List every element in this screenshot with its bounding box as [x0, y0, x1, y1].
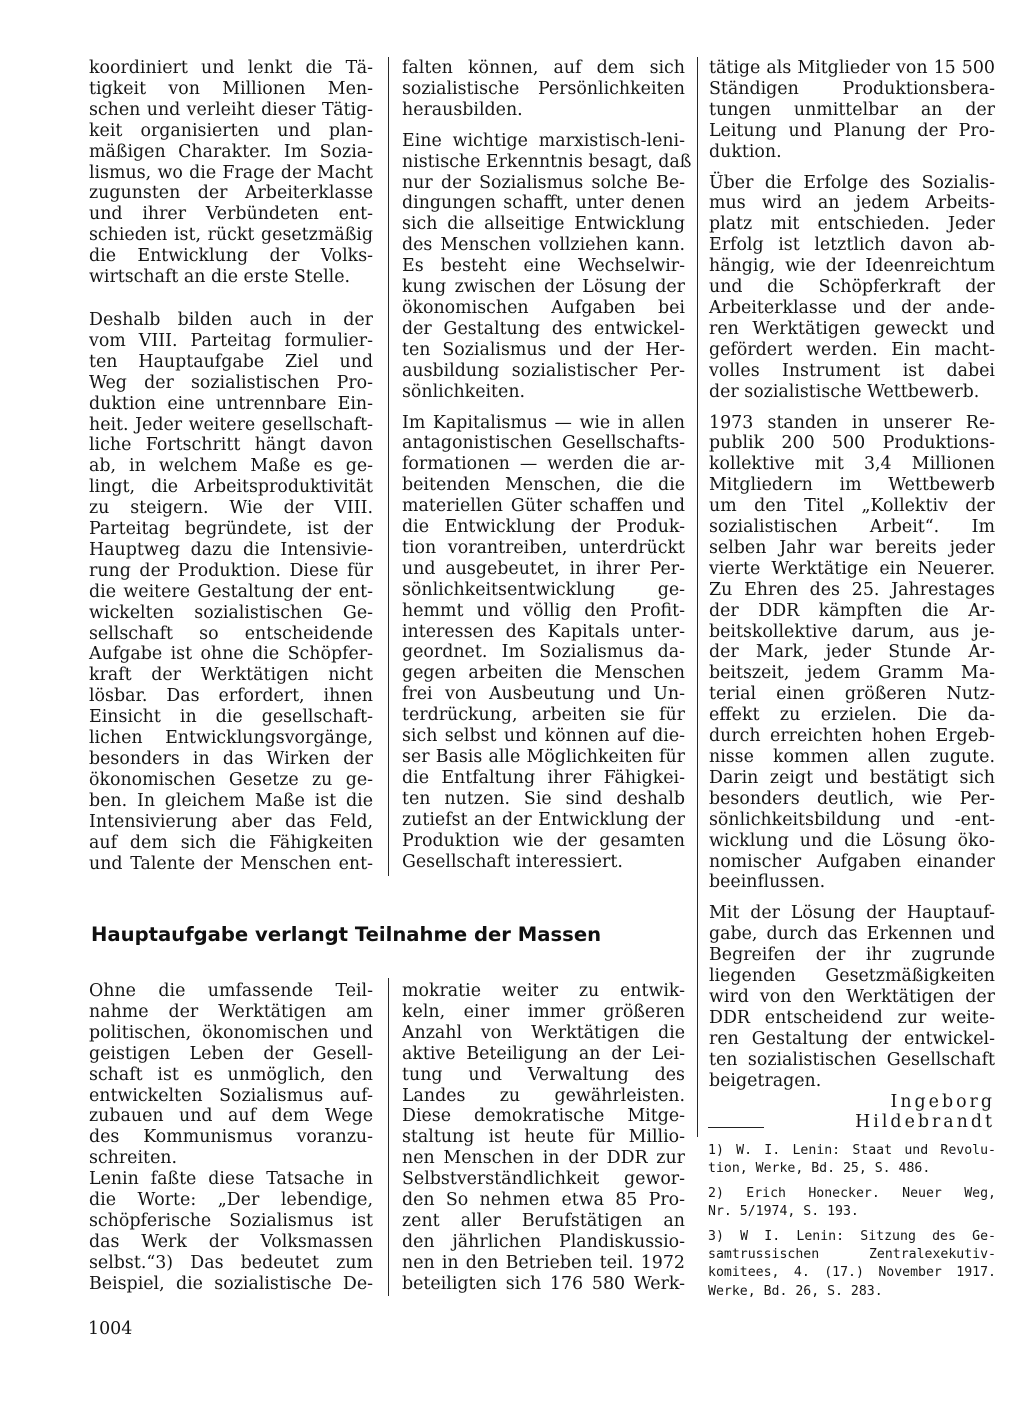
column-divider: [697, 57, 698, 1137]
text-line: ren Gestaltung der entwickel-: [709, 1028, 995, 1049]
text-line: zent aller Berufstätigen an: [402, 1210, 685, 1231]
text-line: sönlichkeitsentwicklung ge-: [402, 579, 685, 600]
text-line: heit. Jeder weitere gesellschaft-: [89, 414, 373, 435]
text-line: zutiefst an der Entwicklung der: [402, 809, 685, 830]
text-line: ser Basis alle Möglichkeiten für: [402, 747, 685, 767]
text-line: platz mit entschieden. Jeder: [709, 214, 995, 235]
text-line: den jährlichen Plandiskussio-: [402, 1231, 685, 1252]
text-line: interessen des Kapitals unter-: [402, 621, 685, 642]
text-line: beitskollektive darum, aus je-: [709, 621, 995, 642]
text-line: den So nehmen etwa 85 Pro-: [402, 1190, 685, 1211]
text-line: DDR entscheidend zur weite-: [709, 1007, 995, 1028]
text-line: die Entwicklung der Volks-: [89, 246, 373, 267]
text-line: Es besteht eine Wechselwir-: [402, 256, 685, 277]
text-line: beigetragen.: [709, 1070, 822, 1091]
text-line: wickelten sozialistischen Ge-: [89, 602, 373, 623]
text-line: vom VIII. Parteitag formulier-: [89, 330, 373, 351]
text-line: aktive Beteiligung an der Lei-: [402, 1043, 685, 1064]
text-line: nistische Erkenntnis besagt, daß: [402, 151, 692, 172]
text-line: materiellen Güter schaffen und: [402, 496, 685, 517]
text-line: Produktion wie der gesamten: [402, 830, 685, 851]
text-line: kraft der Werktätigen nicht: [89, 665, 373, 686]
text-line: gefördert werden. Ein macht-: [709, 339, 995, 360]
text-line: entwickelten Sozialismus auf-: [89, 1085, 373, 1106]
text-line: der sozialistische Wettbewerb.: [709, 381, 980, 402]
text-line: frei von Ausbeutung und Un-: [402, 684, 685, 705]
text-line: Aufgabe ist ohne die Schöpfer-: [89, 644, 373, 665]
text-line: auf dem sich die Fähigkeiten: [89, 832, 373, 853]
text-line: zugunsten der Arbeiterklasse: [89, 183, 373, 204]
text-line: beeinflussen.: [709, 872, 826, 893]
author-last-name: Hildebrandt: [855, 1112, 995, 1133]
text-line: ten Hauptaufgabe Ziel und: [89, 351, 373, 372]
text-line: zu steigern. Wie der VIII.: [89, 498, 373, 519]
text-line: tion vorantreiben, unterdrückt: [402, 537, 685, 558]
text-line: Parteitag begründete, ist der: [89, 519, 373, 540]
text-line: besonders deutlich, wie Per-: [709, 788, 995, 809]
text-line: sozialistische Persönlichkeiten: [402, 78, 685, 99]
text-line: Weg der sozialistischen Pro-: [89, 372, 373, 393]
text-line: publik 200 500 Produktions-: [709, 433, 995, 454]
text-line: mus wird an jedem Arbeits-: [709, 193, 995, 214]
footnote-line: Werke, Bd. 26, S. 283.: [708, 1283, 883, 1299]
text-line: 1973 standen in unserer Re-: [709, 412, 995, 433]
text-line: Leitung und Planung der Pro-: [709, 120, 995, 141]
text-line: hängig, wie der Ideenreichtum: [709, 256, 995, 277]
text-line: duktion eine untrennbare Ein-: [89, 393, 373, 414]
text-line: politischen, ökonomischen und: [89, 1022, 373, 1043]
text-line: Mit der Lösung der Hauptauf-: [709, 903, 995, 924]
text-line: wirtschaft an die erste Stelle.: [89, 267, 351, 288]
text-line: der DDR kämpften die Ar-: [709, 600, 995, 621]
text-line: Landes zu gewährleisten.: [402, 1085, 685, 1106]
text-line: die Entwicklung der Produk-: [402, 517, 685, 538]
text-line: beteiligten sich 176 580 Werk-: [402, 1273, 685, 1294]
text-line: staltung ist heute für Millio-: [402, 1127, 685, 1148]
text-line: Beispiel, die sozialistische De-: [89, 1273, 373, 1294]
text-line: sönlichkeitsbildung und -ent-: [709, 809, 995, 830]
text-line: ten Sozialismus und der Her-: [402, 339, 685, 360]
text-line: selbst.“3) Das bedeutet zum: [89, 1252, 373, 1273]
text-line: lichen Entwicklungsvorgänge,: [89, 728, 373, 749]
text-line: tigkeit von Millionen Men-: [89, 78, 373, 99]
text-line: des Kommunismus voranzu-: [89, 1127, 373, 1148]
text-line: Selbstverständlichkeit gewor-: [402, 1169, 685, 1190]
text-line: besonders in das Wirken der: [89, 749, 373, 769]
text-line: Arbeiterklasse und der ande-: [709, 297, 995, 318]
footnote-line: komitees, 4. (17.) November 1917.: [708, 1265, 996, 1281]
text-line: Lenin faßte diese Tatsache in: [89, 1169, 373, 1190]
text-line: keln, einer immer größeren: [402, 1001, 685, 1022]
text-line: der Mark, jeder Stunde Ar-: [709, 642, 995, 663]
text-line: gabe, durch das Erkennen und: [709, 924, 995, 945]
text-line: die Worte: „Der lebendige,: [89, 1190, 373, 1211]
text-line: schieden ist, rückt gesetzmäßig: [89, 225, 373, 246]
text-line: Diese demokratische Mitge-: [402, 1106, 685, 1127]
text-line: Intensivierung aber das Feld,: [89, 811, 373, 832]
text-line: Hauptweg dazu die Intensivie-: [89, 539, 373, 560]
text-line: Deshalb bilden auch in der: [89, 309, 373, 330]
author-first-name: Ingeborg: [890, 1091, 995, 1112]
text-line: ausbildung sozialistischer Per-: [402, 360, 685, 381]
text-line: sozialistischen Arbeit“. Im: [709, 517, 995, 538]
text-column-2: [402, 58, 692, 872]
text-line: herausbilden.: [402, 99, 523, 120]
text-line: Darin zeigt und bestätigt sich: [709, 767, 995, 788]
text-line: geistigen Leben der Gesell-: [89, 1043, 373, 1064]
footnote-line: tion, Werke, Bd. 25, S. 486.: [708, 1161, 931, 1177]
text-line: Ständigen Produktionsbera-: [709, 78, 995, 99]
text-column-4: [89, 981, 373, 1295]
text-line: volles Instrument ist dabei: [709, 360, 995, 381]
text-line: nen in den Betrieben teil. 1972: [402, 1252, 685, 1273]
text-line: wird von den Werktätigen der: [709, 986, 995, 1007]
text-line: ten sozialistischen Gesellschaft: [709, 1049, 995, 1070]
text-line: ben. In gleichem Maße ist die: [89, 790, 373, 811]
text-line: keit organisierten und plan-: [89, 120, 373, 141]
text-line: Eine wichtige marxistisch-leni-: [402, 130, 685, 151]
footnote-line: 3) W I. Lenin: Sitzung des Ge-: [708, 1228, 996, 1244]
column-divider: [388, 57, 389, 876]
text-line: die Entfaltung ihrer Fähigkei-: [402, 767, 685, 788]
text-line: Ohne die umfassende Teil-: [89, 981, 373, 1001]
text-line: das Werk der Volksmassen: [89, 1231, 373, 1252]
text-line: tungen unmittelbar an der: [709, 99, 995, 120]
section-heading: Hauptaufgabe verlangt Teilnahme der Massen: [91, 923, 602, 946]
text-line: Gesellschaft interessiert.: [402, 851, 623, 872]
text-line: nen Menschen in der DDR zur: [402, 1148, 685, 1169]
text-line: Erfolg ist letztlich davon ab-: [709, 235, 995, 256]
text-line: kung zwischen der Lösung der: [402, 277, 685, 298]
text-line: tung und Verwaltung des: [402, 1064, 685, 1085]
text-line: kollektive mit 3,4 Millionen: [709, 454, 995, 475]
text-line: beitszeit, jedem Gramm Ma-: [709, 663, 995, 684]
text-line: hemmt und völlig den Profit-: [402, 600, 685, 621]
text-line: ren Werktätigen geweckt und: [709, 318, 995, 339]
text-line: terdrückung, arbeiten sie für: [402, 705, 685, 726]
text-line: sich die allseitige Entwicklung: [402, 214, 685, 235]
text-line: schaft ist es unmöglich, den: [89, 1064, 373, 1085]
text-line: Mitgliedern im Wettbewerb: [709, 475, 995, 496]
footnote-line: 1) W. I. Lenin: Staat und Revolu-: [708, 1143, 996, 1158]
column-divider: [388, 978, 389, 1296]
text-line: Einsicht in die gesellschaft-: [89, 707, 373, 728]
text-line: schreiten.: [89, 1148, 178, 1169]
text-line: rung der Produktion. Diese für: [89, 560, 373, 581]
text-line: geordnet. Im Sozialismus da-: [402, 642, 685, 663]
footnote-line: Nr. 5/1974, S. 193.: [708, 1204, 859, 1220]
text-line: ten nutzen. Sie sind deshalb: [402, 788, 685, 809]
text-column-3: [709, 58, 995, 1133]
text-line: und die Schöpferkraft der: [709, 277, 995, 298]
text-line: Über die Erfolge des Sozialis-: [709, 172, 995, 193]
text-line: der Gestaltung des entwickel-: [402, 318, 685, 339]
text-line: selben Jahr war bereits jeder: [709, 537, 995, 558]
text-line: lösbar. Das erfordert, ihnen: [89, 686, 373, 707]
text-line: Im Kapitalismus — wie in allen: [402, 412, 685, 433]
text-line: und ausgebeutet, in ihrer Per-: [402, 558, 685, 579]
text-line: mokratie weiter zu entwik-: [402, 981, 685, 1001]
text-line: um den Titel „Kollektiv der: [709, 496, 995, 517]
text-line: tätige als Mitglieder von 15 500: [709, 58, 995, 78]
text-line: lingt, die Arbeitsproduktivität: [89, 477, 373, 498]
text-line: dingungen schafft, unter denen: [402, 193, 685, 214]
text-line: liche Fortschritt hängt davon: [89, 435, 373, 456]
text-line: nur der Sozialismus solche Be-: [402, 172, 685, 193]
text-line: sich selbst und können auf die-: [402, 726, 685, 747]
text-line: ökonomischen Aufgaben bei: [402, 297, 685, 318]
text-line: nisse kommen allen zugute.: [709, 747, 995, 767]
text-line: und ihrer Verbündeten ent-: [89, 204, 373, 225]
footnote-line: samtrussischen Zentralexekutiv-: [708, 1247, 996, 1263]
text-line: schen und verleiht dieser Tätig-: [89, 99, 373, 120]
text-line: duktion.: [709, 141, 782, 162]
text-line: nahme der Werktätigen am: [89, 1001, 373, 1022]
text-line: vierte Werktätige ein Neuerer.: [709, 558, 995, 579]
text-line: nomischer Aufgaben einander: [709, 851, 995, 872]
text-line: ökonomischen Gesetze zu ge-: [89, 769, 373, 790]
text-line: und Talente der Menschen ent-: [89, 853, 373, 874]
text-line: sönlichkeiten.: [402, 381, 526, 402]
text-line: effekt zu erzielen. Die da-: [709, 705, 995, 726]
footnote-line: 2) Erich Honecker. Neuer Weg,: [708, 1185, 996, 1201]
text-line: durch erreichten hohen Ergeb-: [709, 726, 995, 747]
text-line: mäßigen Charakter. Im Sozia-: [89, 141, 373, 162]
text-line: antagonistischen Gesellschafts-: [402, 433, 685, 454]
text-line: koordiniert und lenkt die Tä-: [89, 58, 373, 78]
footnotes: [708, 1142, 996, 1301]
text-line: lismus, wo die Frage der Macht: [89, 162, 373, 183]
text-line: des Menschen vollziehen kann.: [402, 235, 685, 256]
footnote-rule: [708, 1127, 764, 1128]
text-column-5: [402, 981, 685, 1295]
text-column-1: [89, 58, 373, 874]
text-line: zubauen und auf dem Wege: [89, 1106, 373, 1127]
text-line: schöpferische Sozialismus ist: [89, 1210, 373, 1231]
text-line: ab, in welchem Maße es ge-: [89, 456, 373, 477]
text-line: wicklung und die Lösung öko-: [709, 830, 995, 851]
text-line: Zu Ehren des 25. Jahrestages: [709, 579, 995, 600]
text-line: formationen — werden die ar-: [402, 454, 685, 475]
text-line: sellschaft so entscheidende: [89, 623, 373, 644]
text-line: Begreifen der ihr zugrunde: [709, 945, 995, 966]
text-line: Anzahl von Werktätigen die: [402, 1022, 685, 1043]
text-line: gegen arbeiten die Menschen: [402, 663, 685, 684]
page-number: 1004: [88, 1319, 133, 1339]
text-line: die weitere Gestaltung der ent-: [89, 581, 373, 602]
text-line: liegenden Gesetzmäßigkeiten: [709, 966, 995, 987]
text-line: terial einen größeren Nutz-: [709, 684, 995, 705]
text-line: falten können, auf dem sich: [402, 58, 685, 78]
text-line: beitenden Menschen, die die: [402, 475, 685, 496]
